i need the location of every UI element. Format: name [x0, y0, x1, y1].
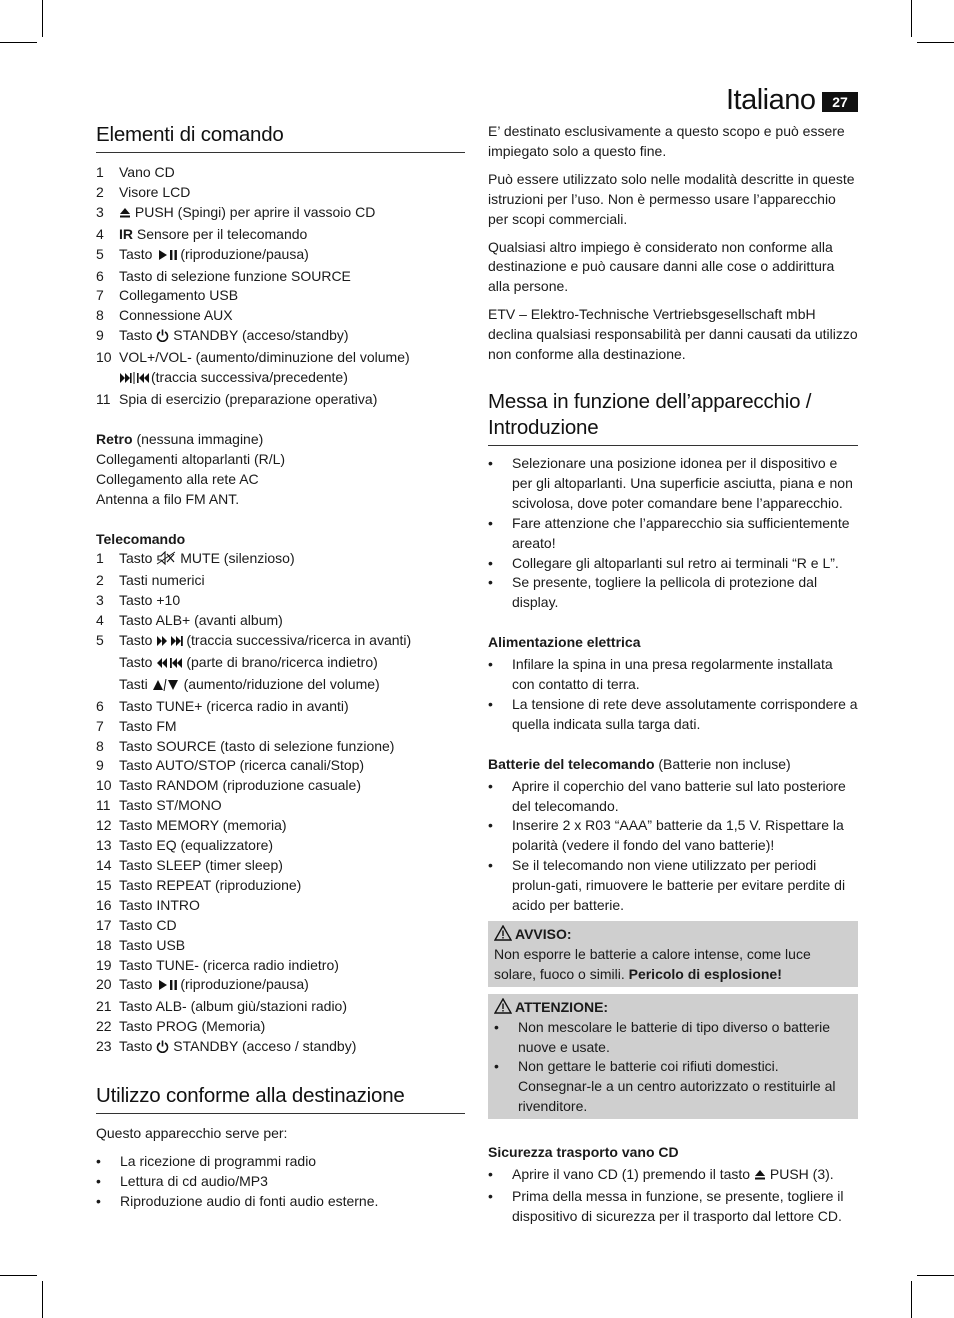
item-number: 4	[96, 612, 104, 629]
item-text: Tasto ALB+ (avanti album)	[119, 612, 283, 629]
item-number: 6	[96, 697, 104, 714]
list-item	[96, 286, 465, 306]
item-number: 9	[96, 757, 104, 774]
item-number: 4	[96, 225, 104, 242]
item-number: 3	[96, 203, 104, 220]
section-title-utilizzo: Utilizzo conforme alla destinazione	[96, 1083, 465, 1114]
power-icon	[156, 1039, 169, 1059]
crop-mark	[0, 42, 37, 43]
list-item	[96, 1017, 465, 1037]
item-number: 2	[96, 572, 104, 589]
list-item	[96, 997, 465, 1017]
list-item	[488, 816, 858, 856]
paragraph: Qualsiasi altro impiego è considerato non conforme alla destinazione e può causare danni alle cose o addirittura alla persone.	[488, 238, 835, 295]
item-number: 10	[96, 349, 112, 366]
item-text: Tasto USB	[119, 936, 186, 953]
crop-mark	[911, 0, 912, 37]
item-number: 15	[96, 876, 112, 893]
item-number: 8	[96, 307, 104, 324]
bullet: •	[488, 656, 493, 673]
item-number: 20	[96, 976, 112, 993]
warning-icon	[494, 998, 512, 1014]
item-number: 2	[96, 183, 104, 200]
list-item	[96, 776, 465, 796]
item-text: Tasto FM	[119, 717, 177, 734]
sicurezza-heading: Sicurezza trasporto vano CD	[488, 1144, 679, 1161]
retro-line: Collegamenti altoparlanti (R/L)	[96, 450, 286, 467]
bullet-text: La tensione di rete deve assolutamente corrispondere a quella indicata sulla targa dati.	[512, 695, 858, 732]
next-prev-icon	[119, 370, 151, 390]
list-item	[96, 975, 465, 997]
bullet: •	[488, 857, 493, 874]
list-item	[96, 896, 465, 916]
bullet-text: Non gettare le batterie coi rifiuti domestici. Consegnar-le a un centro autorizzato o restituirle al rivenditore.	[518, 1058, 836, 1115]
item-text: Tasto STANDBY (acceso/standby)	[119, 326, 465, 348]
attenzione-box	[488, 994, 858, 1119]
list-item	[96, 1192, 465, 1212]
rew-prev-icon	[156, 655, 186, 675]
item-text: Visore LCD	[119, 183, 191, 200]
bullet: •	[494, 1018, 499, 1035]
item-number: 21	[96, 998, 112, 1015]
bullet: •	[488, 817, 493, 834]
telecomando-heading: Telecomando	[96, 530, 186, 547]
mute-icon	[156, 551, 176, 571]
batterie-bullets	[488, 777, 858, 916]
bullet: •	[96, 1152, 101, 1169]
item-text: Tasto CD	[119, 916, 177, 933]
list-item	[488, 554, 858, 574]
list-item	[488, 454, 858, 514]
bullet: •	[488, 777, 493, 794]
bullet: •	[494, 1058, 499, 1075]
list-item	[488, 695, 858, 735]
controls-list	[96, 163, 465, 410]
bullet-text: La ricezione di programmi radio	[120, 1152, 317, 1169]
utilizzo-intro: Questo apparecchio serve per:	[96, 1125, 288, 1142]
left-column	[96, 122, 465, 1212]
list-item	[96, 816, 465, 836]
list-item	[488, 655, 858, 695]
bullet: •	[488, 554, 493, 571]
list-item	[494, 1018, 852, 1058]
attenzione-title: ATTENZIONE:	[494, 998, 852, 1018]
item-number: 18	[96, 936, 112, 953]
list-item	[488, 514, 858, 554]
list-item	[96, 796, 465, 816]
right-column	[488, 122, 858, 1227]
list-item	[96, 306, 465, 326]
list-item	[96, 737, 465, 757]
crop-mark	[917, 1275, 954, 1276]
item-text: Tasto STANDBY (acceso / standby)	[119, 1037, 465, 1059]
section-title-messa: Messa in funzione dell’apparecchio / Introduzione	[488, 389, 858, 446]
list-item	[96, 203, 465, 225]
item-number: 5	[96, 245, 104, 262]
item-number: 11	[96, 797, 111, 814]
item-text: Tasto SOURCE (tasto di selezione funzione)	[119, 737, 395, 754]
list-item	[96, 245, 465, 267]
list-item	[96, 611, 465, 631]
item-text: Connessione AUX	[119, 307, 233, 324]
item-number: 5	[96, 632, 104, 649]
bullet-text: Aprire il coperchio del vano batterie sul lato posteriore del telecomando.	[512, 777, 846, 814]
batterie-heading: Batterie del telecomando (Batterie non incluse)	[488, 755, 791, 772]
item-text: Tasti numerici	[119, 572, 205, 589]
attenzione-bullets	[494, 1018, 852, 1118]
item-number: 9	[96, 327, 104, 344]
bullet: •	[488, 454, 493, 471]
item-number: 12	[96, 817, 112, 834]
list-item	[96, 876, 465, 896]
list-item	[96, 348, 465, 390]
item-number: 1	[96, 164, 104, 180]
bullet-text: Riproduzione audio di fonti audio esterne.	[120, 1192, 379, 1209]
list-item	[96, 326, 465, 348]
list-item	[96, 225, 465, 245]
bullet-text: Lettura di cd audio/MP3	[120, 1172, 268, 1189]
item-text: Tasto MUTE (silenzioso)	[119, 549, 465, 571]
utilizzo-bullets	[96, 1152, 465, 1212]
item-text: Tasto +10	[119, 592, 181, 609]
list-item	[96, 163, 465, 183]
item-number: 14	[96, 857, 112, 873]
ff-next-icon	[156, 633, 186, 653]
list-item	[96, 571, 465, 591]
item-number: 10	[96, 777, 112, 794]
crop-mark	[917, 42, 954, 43]
item-text: Tasto (traccia successiva/ricerca in avanti) Tasto (parte di brano/ricerca indietro) Tasti (aumento/riduzione del volume)	[119, 631, 465, 697]
list-item: • Aprire il vano CD (1) premendo il tasto PUSH (3).	[488, 1165, 858, 1187]
list-item	[96, 756, 465, 776]
page-number: 27	[822, 92, 858, 112]
list-item	[96, 856, 465, 876]
item-text: Tasto TUNE+ (ricerca radio in avanti)	[119, 697, 349, 714]
item-text: Tasto ALB- (album giù/stazioni radio)	[119, 998, 347, 1015]
bullet-text: Non mescolare le batterie di tipo diverso o batterie nuove e usate.	[518, 1018, 831, 1055]
item-number: 22	[96, 1018, 112, 1035]
item-number: 6	[96, 267, 104, 284]
eject-icon	[754, 1167, 766, 1187]
item-number: 3	[96, 592, 104, 609]
item-text: Collegamento USB	[119, 287, 239, 304]
list-item	[96, 916, 465, 936]
list-item	[96, 717, 465, 737]
item-number: 16	[96, 896, 112, 913]
item-text: Tasto EQ (equalizzatore)	[119, 837, 274, 854]
avviso-text: Non esporre le batterie a calore intense, come luce solare, fuoco o simili. Pericolo di esplosione!	[494, 945, 811, 982]
paragraph: E’ destinato esclusivamente a questo scopo e può essere impiegato solo a questo fine.	[488, 123, 845, 159]
section-title-elementi: Elementi di comando	[96, 122, 465, 153]
alimentazione-heading: Alimentazione elettrica	[488, 634, 641, 651]
item-text: Tasto REPEAT (riproduzione)	[119, 876, 302, 893]
power-icon	[156, 328, 169, 348]
list-item	[96, 836, 465, 856]
bullet: •	[488, 514, 493, 531]
avviso-box	[488, 921, 858, 987]
bullet-text: Infilare la spina in una presa regolarmente installata con contatto di terra.	[512, 656, 833, 693]
item-number: 7	[96, 287, 104, 304]
item-text: Tasto SLEEP (timer sleep)	[119, 857, 283, 873]
retro-line: Antenna a filo FM ANT.	[96, 490, 240, 507]
item-number: 13	[96, 837, 112, 854]
bullet: •	[488, 695, 493, 712]
crop-mark	[0, 1275, 37, 1276]
retro-heading: Retro (nessuna immagine)	[96, 430, 264, 447]
list-item	[96, 591, 465, 611]
bullet-text: Fare attenzione che l’apparecchio sia sufficientemente areato!	[512, 514, 850, 551]
item-text: Tasto di selezione funzione SOURCE	[119, 267, 351, 284]
list-item	[96, 1172, 465, 1192]
item-number: 7	[96, 717, 104, 734]
list-item	[96, 549, 465, 571]
play-pause-icon	[156, 247, 180, 267]
sicurezza-bullets	[488, 1165, 858, 1227]
list-item	[96, 956, 465, 976]
list-item	[488, 856, 858, 916]
list-item	[96, 267, 465, 287]
list-item	[96, 697, 465, 717]
item-text: Tasto (riproduzione/pausa)	[119, 245, 465, 267]
list-item	[494, 1057, 852, 1117]
language-title: Italiano	[726, 84, 816, 116]
item-text: Tasto MEMORY (memoria)	[119, 817, 287, 834]
item-text: Tasto ST/MONO	[119, 797, 222, 814]
item-text: Tasto PROG (Memoria)	[119, 1018, 266, 1035]
item-text: VOL+/VOL- (aumento/diminuzione del volume) (traccia successiva/precedente)	[119, 348, 465, 390]
item-number: 19	[96, 956, 112, 973]
crop-mark	[911, 1281, 912, 1318]
up-down-icon	[152, 677, 180, 697]
crop-mark	[42, 1281, 43, 1318]
crop-mark	[42, 0, 43, 37]
play-pause-icon	[156, 977, 180, 997]
bullet: •	[488, 574, 493, 591]
list-item	[96, 390, 465, 410]
list-item	[96, 183, 465, 203]
bullet-text: Selezionare una posizione idonea per il dispositivo e per gli altoparlanti. Una superficie asciutta, piana e non scivolosa, dove poter comandare bene l’apparecchio.	[512, 454, 853, 511]
paragraph: Può essere utilizzato solo nelle modalità descritte in queste istruzioni per l’uso. Non è permesso usare l’apparecchio per scopi commerciali.	[488, 170, 855, 227]
retro-line: Collegamento alla rete AC	[96, 470, 259, 487]
item-text: Spia di esercizio (preparazione operativa)	[119, 390, 378, 407]
list-item	[96, 936, 465, 956]
bullet: •	[96, 1172, 101, 1189]
paragraph: ETV – Elektro-Technische Vertriebsgesellschaft mbH declina qualsiasi responsabilità per danni causati da utilizzo non conforme alla destinazione.	[488, 306, 858, 363]
avviso-title: AVVISO:	[494, 925, 852, 945]
item-text: Tasto AUTO/STOP (ricerca canali/Stop)	[119, 757, 365, 774]
list-item	[488, 573, 858, 613]
item-number: 1	[96, 550, 104, 567]
list-item	[96, 1037, 465, 1059]
remote-list	[96, 549, 465, 1059]
item-text: PUSH (Spingi) per aprire il vassoio CD	[119, 203, 465, 225]
item-text: Vano CD	[119, 164, 175, 180]
item-text: Tasto (riproduzione/pausa)	[119, 975, 465, 997]
item-number: 23	[96, 1038, 112, 1055]
list-item: • Prima della messa in funzione, se presente, togliere il dispositivo di sicurezza per il trasporto dal lettore CD.	[488, 1187, 844, 1224]
item-number: 17	[96, 916, 112, 933]
item-text: Tasto TUNE- (ricerca radio indietro)	[119, 956, 339, 973]
item-text: Tasto INTRO	[119, 896, 200, 913]
bullet-text: Collegare gli altoparlanti sul retro ai terminali “R e L”.	[512, 554, 839, 571]
list-item	[96, 1152, 465, 1172]
warning-icon	[494, 925, 512, 941]
bullet-text: Se il telecomando non viene utilizzato per periodi prolun-gati, rimuovere le batterie per evitare perdite di acido per batterie.	[512, 857, 846, 914]
eject-icon	[119, 205, 131, 225]
bullet-text: Inserire 2 x R03 “AAA” batterie da 1,5 V. Rispettare la polarità (vedere il fondo del vano batterie)!	[512, 817, 844, 854]
list-item	[488, 777, 858, 817]
list-item	[96, 631, 465, 697]
item-text: Tasto RANDOM (riproduzione casuale)	[119, 777, 361, 794]
alimentazione-bullets	[488, 655, 858, 735]
bullet-text: Se presente, togliere la pellicola di protezione dal display.	[512, 574, 818, 611]
item-text: IR Sensore per il telecomando	[119, 225, 308, 242]
messa-bullets	[488, 454, 858, 613]
bullet: •	[96, 1192, 101, 1209]
item-number: 8	[96, 737, 104, 754]
item-number: 11	[96, 390, 111, 407]
